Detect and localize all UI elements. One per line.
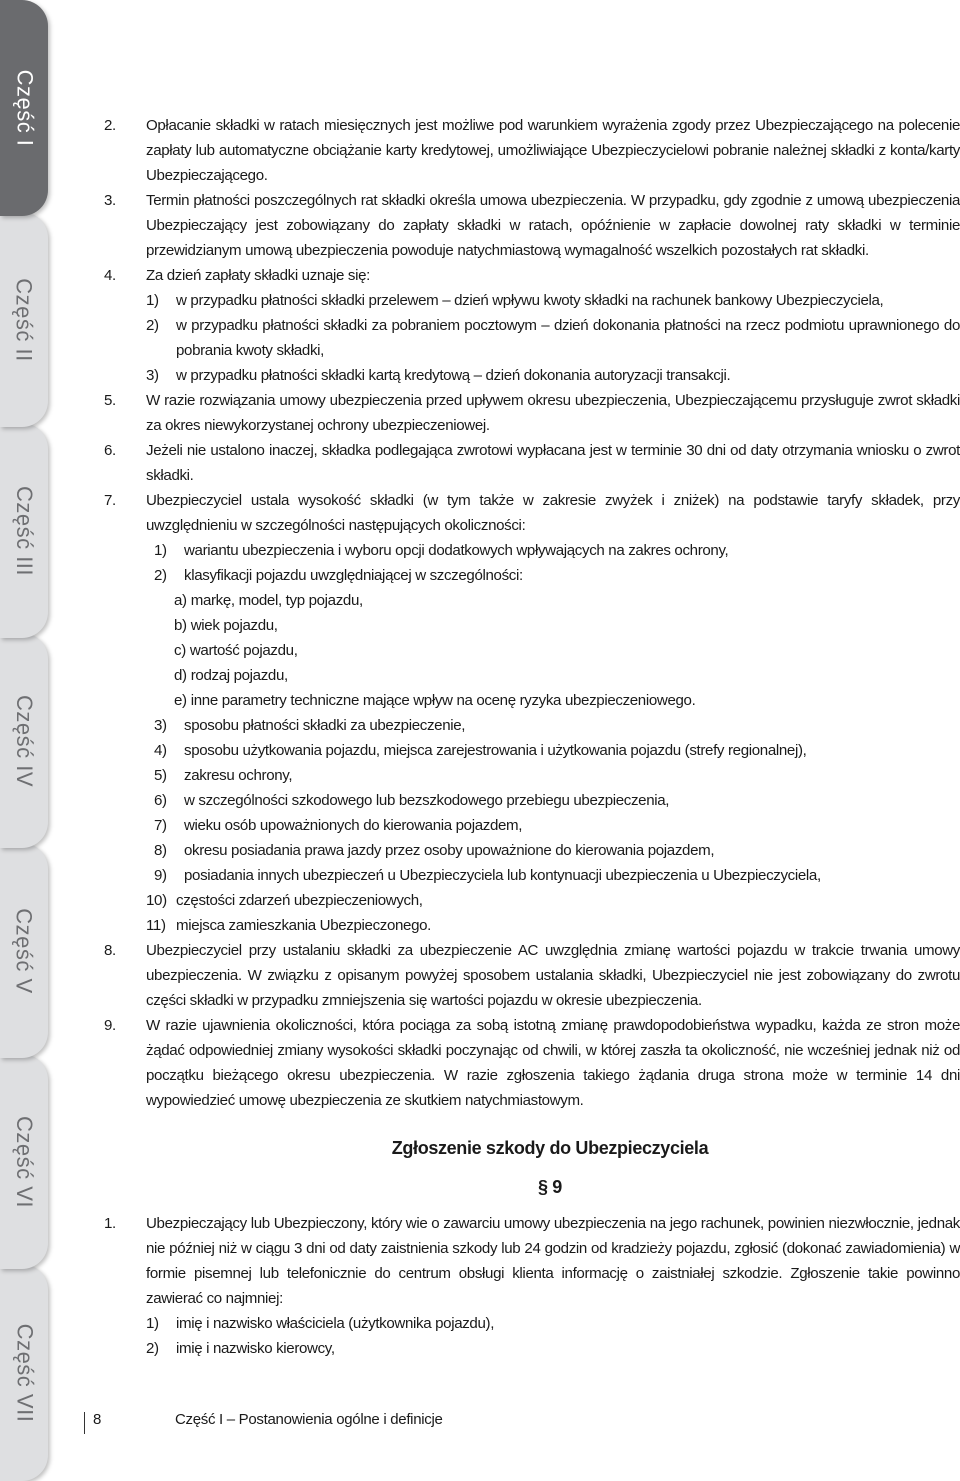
footer-divider xyxy=(84,1412,85,1434)
list-item xyxy=(154,838,960,863)
paragraph-number: 2. xyxy=(104,117,116,134)
sub-list-item xyxy=(174,663,960,688)
sub-list-item-letter: d) xyxy=(174,667,187,684)
list-item-text: imię i nazwisko właściciela (użytkownika pojazdu), xyxy=(176,1315,495,1332)
paragraph-number: 9. xyxy=(104,1017,116,1034)
list-item xyxy=(146,288,960,313)
paragraph-text: Ubezpieczyciel przy ustalaniu składki za ubezpieczenie AC uwzględnia zmianę wartości pojazdu w trakcie trwania umowy ubezpieczenia. W związku z opisanym powyżej sposobem ustalania składki, Ubezpieczyciel nie jest zobowiązany do zwrotu części składki w przypadku zmniejszenia się wartości pojazdu w okresie ubezpieczenia. xyxy=(146,942,960,1009)
paragraph-8 xyxy=(100,938,960,1013)
sub-list-item-text: inne parametry techniczne mające wpływ na ocenę ryzyka ubezpieczeniowego. xyxy=(190,692,696,709)
section-9-paragraph-1 xyxy=(100,1211,960,1361)
list-item-number: 3) xyxy=(146,367,159,384)
list-item-number: 5) xyxy=(154,767,167,784)
paragraph-text: W razie ujawnienia okoliczności, która pociąga za sobą istotną zmianę prawdopodobieństwa wypadku, każda ze stron może żądać odpowiedniej zmiany wysokości składki poczynając od chwili, w której zaszła ta okoliczność, nie wcześniej jednak niż od początku bieżącego okresu ubezpieczenia. W razie zgłoszenia takiego żądania druga strona może w terminie 14 dni wypowiedzieć umowę ubezpieczenia ze skutkiem natychmiastowym. xyxy=(146,1017,960,1109)
list-item-number: 1) xyxy=(146,1315,159,1332)
sub-list-item-letter: a) xyxy=(174,592,187,609)
tab-part-3-label: Część III xyxy=(12,485,38,576)
paragraph-5 xyxy=(100,388,960,438)
sub-list-item-letter: b) xyxy=(174,617,187,634)
paragraph-number: 7. xyxy=(104,492,116,509)
list-item xyxy=(154,813,960,838)
paragraph-number: 1. xyxy=(104,1215,116,1232)
sub-list-item-text: rodzaj pojazdu, xyxy=(190,667,288,684)
list-item xyxy=(146,363,960,388)
paragraph-text: Opłacanie składki w ratach miesięcznych jest możliwe pod warunkiem wyrażenia zgody przez Ubezpieczającego na polecenie zapłaty lub automatyczne obciążanie karty kredytowej, umożliwiające Ubezpieczycielowi pobranie należnej składki z konta/karty Ubezpieczającego. xyxy=(146,117,960,184)
tab-part-5-label: Część V xyxy=(12,907,38,994)
paragraph-4 xyxy=(100,263,960,388)
section-number: § 9 xyxy=(538,1177,562,1197)
tab-part-2-label: Część II xyxy=(12,277,37,362)
list-item-number: 1) xyxy=(154,542,167,559)
list-item-number: 1) xyxy=(146,292,159,309)
sub-list-item-text: wartość pojazdu, xyxy=(189,642,298,659)
list-item-text: zakresu ochrony, xyxy=(184,767,293,784)
list-item xyxy=(154,713,960,738)
sub-list-item xyxy=(174,638,960,663)
tab-part-7[interactable] xyxy=(0,1264,48,1481)
list-item-text: w przypadku płatności składki za pobraniem pocztowym – dzień dokonania płatności na rzecz podmiotu uprawnionego do pobrania kwoty składki, xyxy=(176,317,960,359)
list-item-text: w przypadku płatności składki przelewem – dzień wpływu kwoty składki na rachunek bankowy Ubezpieczyciela, xyxy=(176,292,884,309)
paragraph-text: Ubezpieczyciel ustala wysokość składki (w tym także w zakresie zwyżek i zniżek) na podstawie taryfy składek, przy uwzględnieniu w szczególności następujących okoliczności: xyxy=(146,492,960,534)
list-item-number: 3) xyxy=(154,717,167,734)
list-item-text: sposobu użytkowania pojazdu, miejsca zarejestrowania i użytkowania pojazdu (strefy regionalnej), xyxy=(184,742,807,759)
paragraph-7 xyxy=(100,488,960,938)
list-item-number: 7) xyxy=(154,817,167,834)
list-item xyxy=(154,763,960,788)
list-item-text: posiadania innych ubezpieczeń u Ubezpieczyciela lub kontynuacji ubezpieczenia u Ubezpieczyciela, xyxy=(184,867,821,884)
paragraph-text: Za dzień zapłaty składki uznaje się: xyxy=(146,267,370,284)
list-item-number: 2) xyxy=(146,317,159,334)
list-item-number: 8) xyxy=(154,842,167,859)
list-item-number: 2) xyxy=(154,567,167,584)
list-item xyxy=(154,738,960,763)
footer-title: Część I – Postanowienia ogólne i definicje xyxy=(175,1411,443,1428)
list-item-number: 10) xyxy=(146,892,167,909)
list-item xyxy=(154,538,960,563)
tab-part-4-label: Część IV xyxy=(12,694,37,787)
list-item-text: wariantu ubezpieczenia i wyboru opcji dodatkowych wpływających na zakres ochrony, xyxy=(184,542,729,559)
tab-part-2[interactable] xyxy=(0,212,48,427)
tab-part-5[interactable] xyxy=(0,843,48,1058)
sub-list-item-letter: c) xyxy=(174,642,186,659)
sub-list-item-letter: e) xyxy=(174,692,187,709)
list-item xyxy=(146,313,960,363)
list-item-number: 6) xyxy=(154,792,167,809)
tab-part-3[interactable] xyxy=(0,423,48,638)
tab-part-1-label: Część I xyxy=(12,69,38,147)
sub-list-item-text: markę, model, typ pojazdu, xyxy=(190,592,363,609)
list-item-text: okresu posiadania prawa jazdy przez osoby upoważnione do kierowania pojazdem, xyxy=(184,842,715,859)
list-item xyxy=(146,888,960,913)
document-body xyxy=(100,113,960,1361)
tab-part-4[interactable] xyxy=(0,633,48,848)
paragraph-text: Ubezpieczający lub Ubezpieczony, który wie o zawarciu umowy ubezpieczenia na jego rachunek, powinien niezwłocznie, jednak nie później niż w ciągu 3 dni od daty zaistnienia szkody lub 24 godzin od kradzieży pojazdu, zgłosić (dokonać zawiadomienia) w formie pisemnej lub telefonicznie do centrum obsługi klienta informację o zaistniałej szkodzie. Zgłoszenie takie powinno zawierać co najmniej: xyxy=(146,1215,960,1307)
paragraph-text: Termin płatności poszczególnych rat składki określa umowa ubezpieczenia. W przypadku, gdy zgodnie z umową ubezpieczenia Ubezpieczający jest zobowiązany do zapłaty składki w ratach, opóźnienie w zapłacie dowolnej raty składki w terminie przewidzianym umową ubezpieczenia powoduje natychmiastową wymagalność wszelkich pozostałych rat składki. xyxy=(146,192,960,259)
list-item-number: 2) xyxy=(146,1340,159,1357)
paragraph-2 xyxy=(100,113,960,188)
list-item-text: imię i nazwisko kierowcy, xyxy=(176,1340,335,1357)
section-heading: Zgłoszenie szkody do Ubezpieczyciela xyxy=(391,1138,709,1158)
list-item xyxy=(154,863,960,888)
paragraph-number: 6. xyxy=(104,442,116,459)
page-number: 8 xyxy=(93,1411,102,1428)
sub-list-item xyxy=(174,613,960,638)
sub-list-item xyxy=(174,688,960,713)
list-item-number: 11) xyxy=(146,917,166,934)
tab-part-6-label: Część VI xyxy=(12,1115,37,1208)
paragraph-3 xyxy=(100,188,960,263)
sub-list-item-text: wiek pojazdu, xyxy=(190,617,278,634)
list-item xyxy=(146,1311,960,1336)
list-item xyxy=(146,1336,960,1361)
paragraph-number: 3. xyxy=(104,192,116,209)
paragraph-number: 8. xyxy=(104,942,116,959)
list-item xyxy=(146,913,960,938)
list-item-text: wieku osób upoważnionych do kierowania pojazdem, xyxy=(184,817,523,834)
sub-list-item xyxy=(174,588,960,613)
paragraph-text: W razie rozwiązania umowy ubezpieczenia przed upływem okresu ubezpieczenia, Ubezpieczającemu przysługuje zwrot składki za okres niewykorzystanej ochrony ubezpieczeniowej. xyxy=(146,392,960,434)
list-item-number: 9) xyxy=(154,867,167,884)
paragraph-6 xyxy=(100,438,960,488)
list-item-text: w przypadku płatności składki kartą kredytową – dzień dokonania autoryzacji transakcji. xyxy=(176,367,731,384)
list-item-text: sposobu płatności składki za ubezpieczenie, xyxy=(184,717,466,734)
paragraph-text: Jeżeli nie ustalono inaczej, składka podlegająca zwrotowi wypłacana jest w terminie 30 dni od daty otrzymania wniosku o zwrot składki. xyxy=(146,442,960,484)
tab-part-1[interactable] xyxy=(0,0,48,216)
list-item-text: w szczególności szkodowego lub bezszkodowego przebiegu ubezpieczenia, xyxy=(184,792,670,809)
paragraph-9 xyxy=(100,1013,960,1113)
paragraph-number: 4. xyxy=(104,267,116,284)
tab-part-7-label: Część VII xyxy=(12,1323,38,1422)
list-item-text: miejsca zamieszkania Ubezpieczonego. xyxy=(176,917,432,934)
list-item xyxy=(154,788,960,813)
paragraph-number: 5. xyxy=(104,392,116,409)
list-item-number: 4) xyxy=(154,742,167,759)
tab-part-6[interactable] xyxy=(0,1054,48,1269)
section-tabs xyxy=(0,0,48,1481)
list-item-text: częstości zdarzeń ubezpieczeniowych, xyxy=(176,892,423,909)
list-item-text: klasyfikacji pojazdu uwzględniającej w szczególności: xyxy=(184,567,523,584)
list-item xyxy=(154,563,960,588)
